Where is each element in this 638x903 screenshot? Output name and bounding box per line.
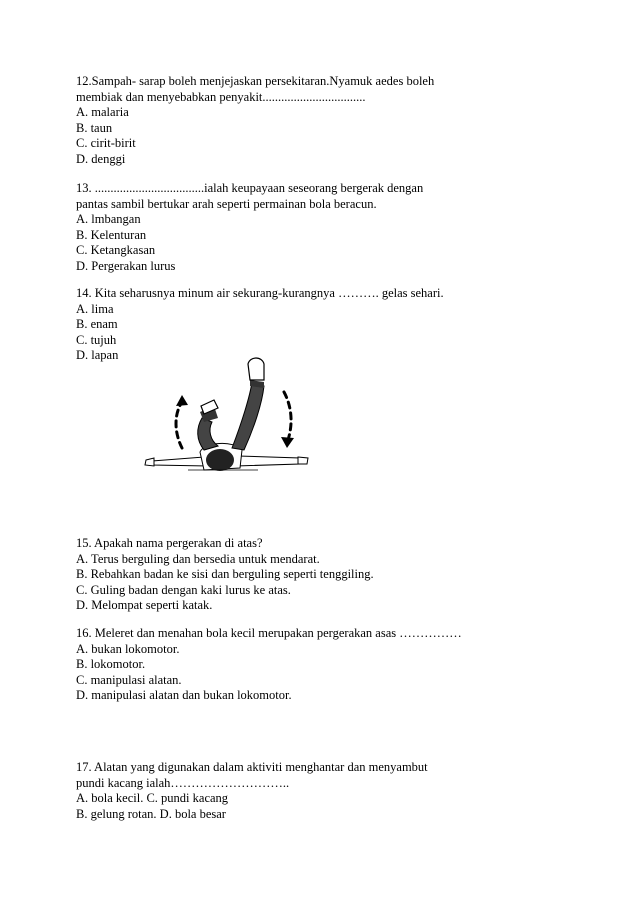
answer-option: A. malaria [76,105,129,119]
answer-option-row: A. bola kecil. C. pundi kacang [76,791,229,805]
answer-option: D. denggi [76,151,126,166]
question-15 [76,536,374,614]
question-text-line: pantas sambil bertukar arah seperti permainan bola beracun. [76,196,377,211]
answer-option: C. cirit-birit [76,136,136,150]
answer-option: A. bukan lokomotor. [76,641,180,656]
child-figure [145,358,308,471]
answer-option: C. Guling badan dengan kaki lurus ke atas. [76,582,291,597]
question-text-line: 14. Kita seharusnya minum air sekurang-kurangnya ………. gelas sehari. [76,286,444,300]
question-text-line: membiak dan menyebabkan penyakit................................. [76,89,366,104]
question-text-line: 16. Meleret dan menahan bola kecil merupakan pergerakan asas …………… [76,626,462,640]
question-text-line: 12.Sampah- sarap boleh menjejaskan persekitaran.Nyamuk aedes boleh [76,74,435,88]
question-12 [76,74,434,167]
question-text-line: pundi kacang ialah……………………….. [76,775,290,790]
question-text-line: 13. ...................................ialah keupayaan seseorang bergerak dengan [76,181,424,195]
answer-option: B. Kelenturan [76,227,147,242]
answer-option: A. lmbangan [76,212,141,226]
question-13 [76,181,423,274]
answer-option: D. Melompat seperti katak. [76,598,213,612]
answer-option: C. Ketangkasan [76,243,156,257]
answer-option: A. Terus berguling dan bersedia untuk mendarat. [76,551,320,566]
answer-option: B. Rebahkan badan ke sisi dan berguling seperti tenggiling. [76,567,374,581]
answer-option: B. lokomotor. [76,657,146,671]
answer-option: D. manipulasi alatan dan bukan lokomotor. [76,688,292,702]
answer-option: A. lima [76,301,114,316]
curved-arrow-down-icon [281,392,294,448]
answer-option: B. enam [76,317,118,331]
answer-option: C. tujuh [76,332,117,347]
question-text-line: 15. Apakah nama pergerakan di atas? [76,536,263,550]
question-text-line: 17. Alatan yang digunakan dalam aktiviti menghantar dan menyambut [76,760,428,774]
answer-option: D. lapan [76,348,119,362]
answer-option: C. manipulasi alatan. [76,672,182,687]
question-16 [76,626,462,704]
rolling-movement-illustration [138,352,318,482]
question-17 [76,760,428,822]
answer-option: B. taun [76,120,113,135]
curved-arrow-up-icon [176,395,188,448]
answer-option-row: B. gelung rotan. D. bola besar [76,806,226,821]
answer-option: D. Pergerakan lurus [76,258,176,273]
